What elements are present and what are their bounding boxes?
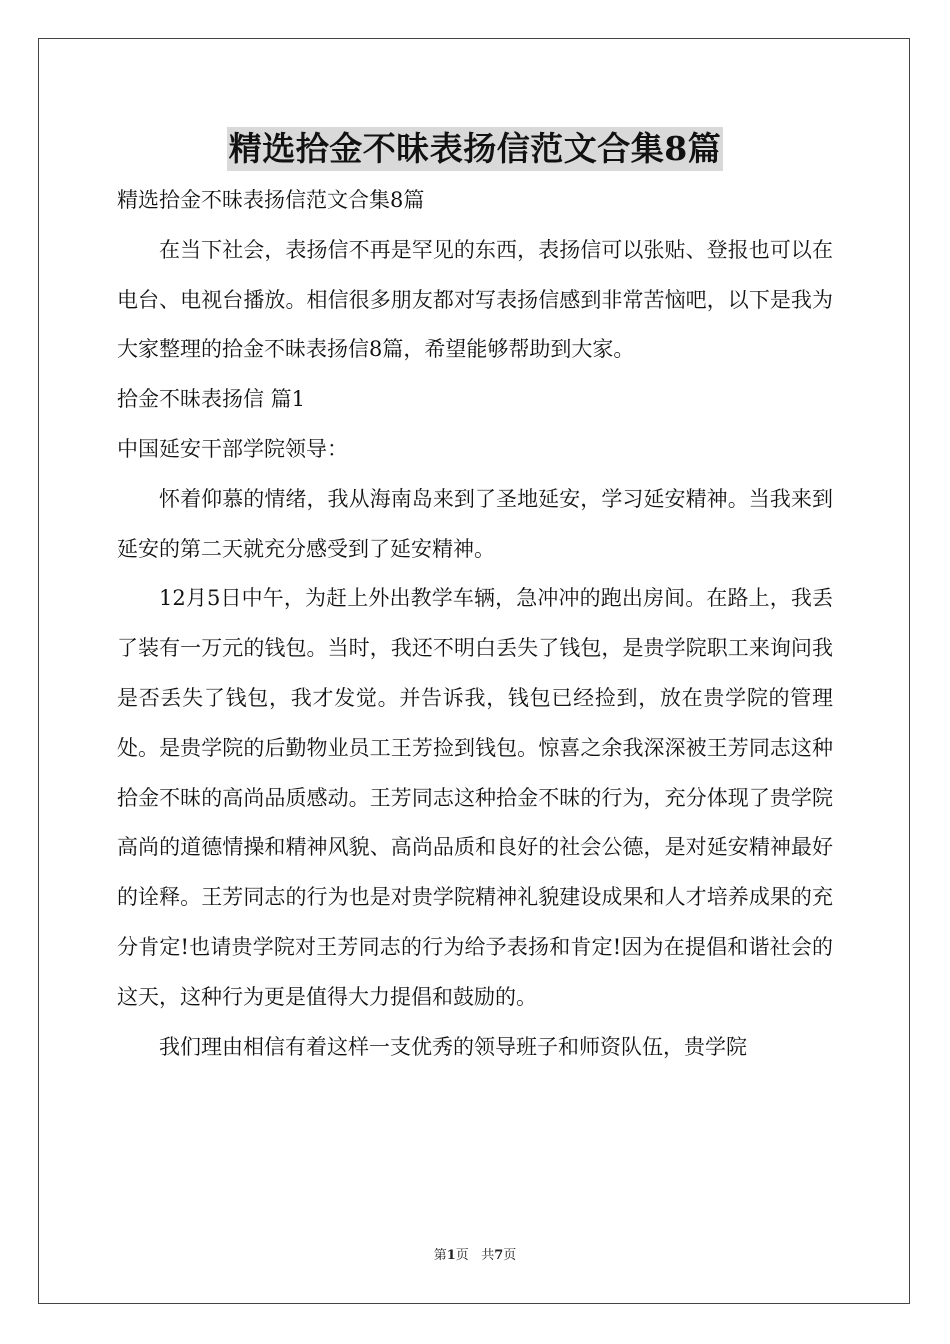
total-suffix: 页 bbox=[503, 1248, 517, 1263]
section-heading: 拾金不昧表扬信 篇1 bbox=[117, 387, 306, 412]
subtitle-line: 精选拾金不昧表扬信范文合集8篇 bbox=[117, 188, 425, 212]
page-footer bbox=[0, 1247, 950, 1265]
current-page-number: 1 bbox=[446, 1248, 456, 1263]
salutation: 中国延安干部学院领导： bbox=[117, 436, 348, 461]
page-suffix: 页 bbox=[455, 1248, 469, 1263]
body-paragraph: 12月5日中午，为赶上外出教学车辆，急冲冲的跑出房间。在路上，我丢了装有一万元的钱包。当时，我还不明白丢失了钱包，是贵学院职工来询问我是否丢失了钱包，我才发觉。并告诉我，钱包已经捡到，放在贵学院的管理处。是贵学院的后勤物业员工王芳捡到钱包。惊喜之余我深深被王芳同志这种拾金不昧的高尚品质感动。王芳同志这种拾金不昧的行为，充分体现了贵学院高尚的道德情操和精神风貌、高尚品质和良好的社会公德，是对延安精神最好的诠释。王芳同志的行为也是对贵学院精神礼貌建设成果和人才培养成果的充分肯定!也请贵学院对王芳同志的行为给予表扬和肯定!因为在提倡和谐社会的这天，这种行为更是值得大力提倡和鼓励的。 bbox=[117, 586, 833, 1009]
document-title: 精选拾金不昧表扬信范文合集8篇 bbox=[227, 127, 723, 171]
total-page-count: 7 bbox=[494, 1248, 504, 1263]
intro-paragraph: 在当下社会，表扬信不再是罕见的东西，表扬信可以张贴、登报也可以在电台、电视台播放。相信很多朋友都对写表扬信感到非常苦恼吧，以下是我为大家整理的拾金不昧表扬信8篇，希望能够帮助到大家。 bbox=[117, 237, 833, 362]
body-paragraph: 我们理由相信有着这样一支优秀的领导班子和师资队伍，贵学院 bbox=[159, 1034, 747, 1059]
total-prefix: 共 bbox=[481, 1248, 495, 1263]
page-prefix: 第 bbox=[433, 1248, 447, 1263]
body-paragraph: 怀着仰慕的情绪，我从海南岛来到了圣地延安，学习延安精神。当我来到延安的第二天就充分感受到了延安精神。 bbox=[117, 486, 833, 561]
document-body bbox=[117, 176, 833, 1072]
title-container bbox=[0, 127, 950, 171]
